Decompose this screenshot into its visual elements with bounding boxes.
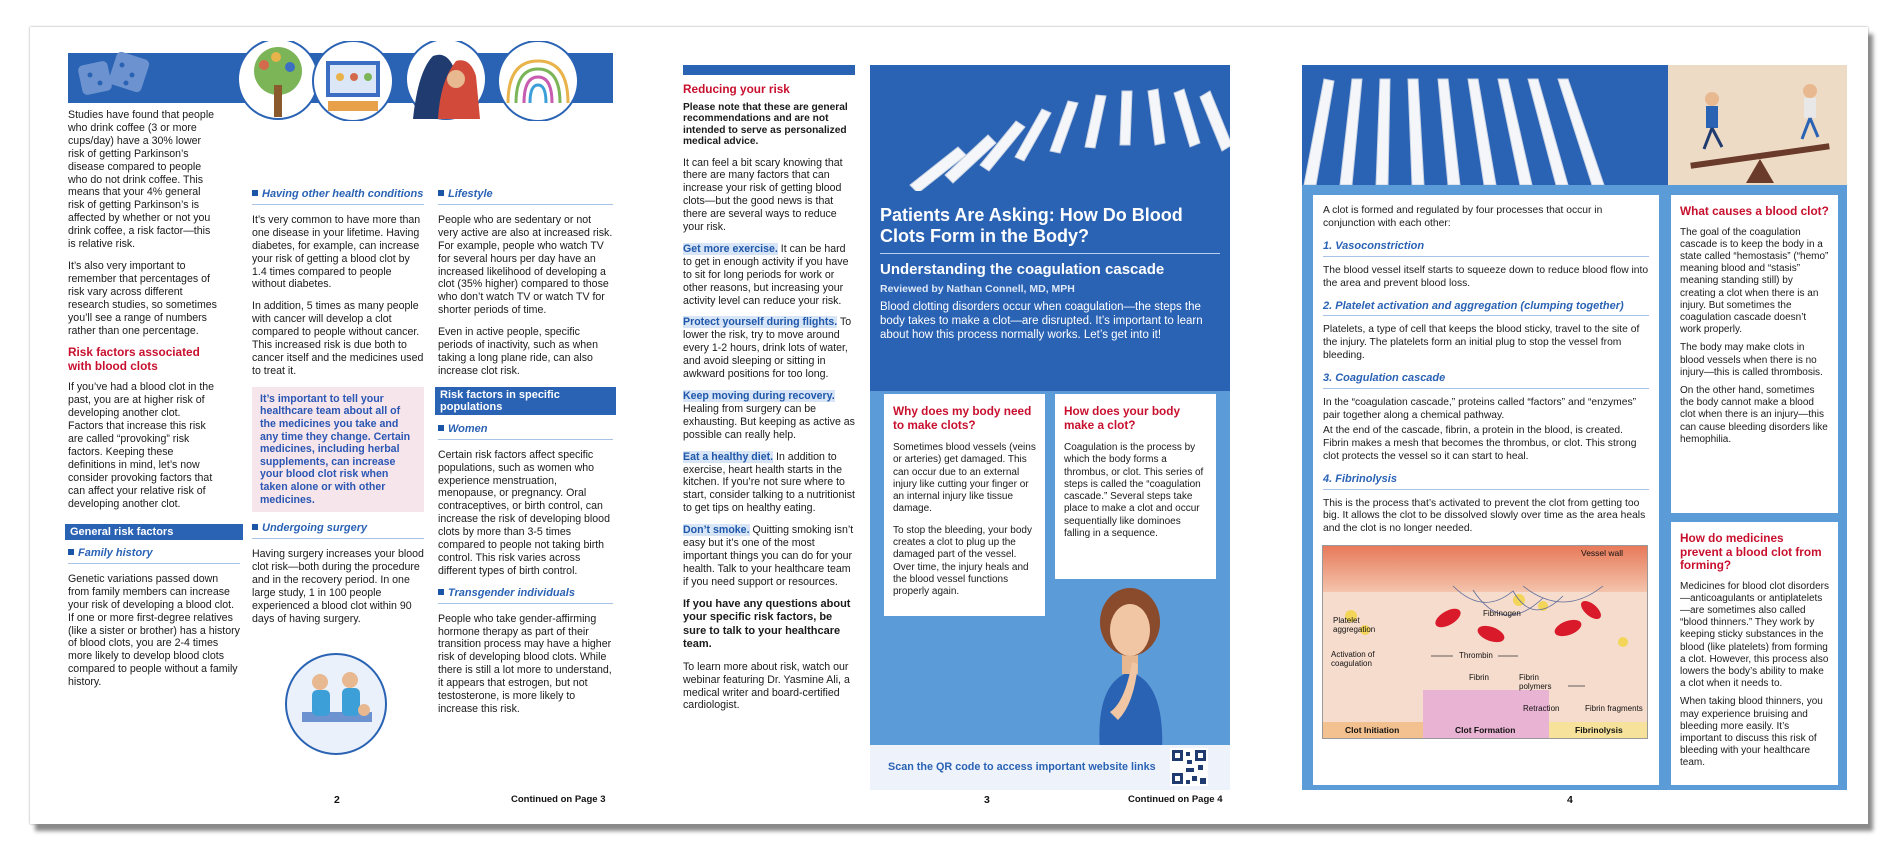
how-clots-heading: How does your body make a clot?	[1064, 404, 1181, 432]
label-vessel-wall: Vessel wall	[1581, 548, 1624, 558]
page-2-banner	[68, 53, 613, 103]
falling-dominoes-banner	[1302, 65, 1668, 185]
family-history-section	[68, 543, 240, 698]
label-thrombin: Thrombin	[1459, 651, 1493, 660]
page-4-number: 4	[1567, 794, 1573, 806]
transgender-heading: Transgender individuals	[438, 587, 613, 604]
label-platelet: Platelet aggregation	[1333, 616, 1376, 634]
family-history-heading: Family history	[68, 547, 240, 564]
brochure-spread	[30, 27, 1868, 824]
stage-clot-initiation: Clot Initiation	[1345, 725, 1400, 735]
step-4-text: This is the process that’s activated to prevent the clot from getting too big. It allows the clot to be dissolved slowly over time as the area heals and the clot is no longer needed.	[1323, 497, 1646, 535]
surgery-paragraph: Having surgery increases your blood clot risk—both during the procedure and in the recovery period. In one large study, 1 in 100 people experienced a blood clot within 90 days of having surgery.	[252, 548, 424, 625]
medicines-box	[1671, 522, 1838, 785]
reviewer-line: Reviewed by Nathan Connell, MD, MPH	[880, 283, 1075, 295]
risk-factors-paragraph: If you’ve had a blood clot in the past, you are at higher risk of developing another clot. Factors that increase this risk are called “provoking” risk factors. Keeping these definitions in mind, let’s now consider provoking factors that can affect your relative risk of developing another clot.	[68, 381, 215, 510]
tip-recovery: Keep moving during recovery. Healing from surgery can be exhausting. But keeping as active as possible can really help.	[683, 390, 855, 441]
tip-flights: Protect yourself during flights. To lower the risk, try to move around every 1-2 hours, drink lots of water, and avoid sleeping or sitting in awkward positions for too long.	[683, 316, 852, 381]
seesaw-illustration	[1668, 65, 1847, 185]
surgery-heading: Undergoing surgery	[252, 522, 424, 539]
title-block	[870, 191, 1230, 391]
lifestyle-paragraph-1: People who are sedentary or not very active are also at increased risk. For example, people who watch TV for several hours per day have an increased likelihood of developing a clot (35% higher) compared to those who don’t watch TV or watch TV for shorter periods of time.	[438, 213, 613, 317]
intro-paragraph-2: It’s also very important to remember that percentages of risk vary across different research studies, so sometimes you’ll see a range of numbers rather than one percentage.	[68, 259, 217, 337]
why-clots-paragraph-2: To stop the bleeding, your body creates a clot to plug up the damaged part of the vessel. Over time, the injury heals and the blood vessel functions properly again.	[893, 524, 1032, 598]
tip-smoking: Don’t smoke. Quitting smoking isn’t easy but it’s one of the most important things you can do for your health. Talk to your healthcare team if you need support or resources.	[683, 524, 854, 588]
seesaw-icon	[1668, 65, 1847, 185]
label-fragments: Fibrin fragments	[1585, 704, 1643, 713]
page-3-top-bar	[683, 65, 855, 75]
specific-populations-bar: Risk factors in specific populations	[435, 387, 616, 415]
medicines-paragraph-2: When taking blood thinners, you may experience bruising and bleeding more easily. It’s important to discuss this risk of bleeding with your healthcare team.	[1680, 696, 1823, 769]
other-conditions-paragraph-1: It’s very common to have more than one disease in your lifetime. Having diabetes, for example, can increase your risk of getting a blood clot by 1.4 times compared to people without diabetes.	[252, 213, 421, 291]
page-2-col-3	[438, 184, 613, 725]
step-4-heading: 4. Fibrinolysis	[1323, 473, 1649, 490]
label-fibrinogen: Fibrinogen	[1483, 609, 1521, 618]
why-clots-box	[884, 394, 1045, 616]
lifestyle-heading: Lifestyle	[438, 188, 613, 205]
medicines-callout: It’s important to tell your healthcare team about all of the medicines you take and any time they change. Certain medicines, including herbal supplements, can increase your blood clot risk when taken alone or with other medicines.	[252, 387, 424, 512]
page-3-continued: Continued on Page 4	[1128, 794, 1223, 805]
page-2-number: 2	[334, 794, 340, 806]
label-polymers: Fibrin polymers	[1519, 673, 1552, 691]
questions-paragraph: If you have any questions about your specific risk factors, be sure to talk to your healthcare team.	[683, 597, 851, 651]
family-history-paragraph: Genetic variations passed down from family members can increase your risk of developing a blood clot. If one or more first-degree relatives (like a sister or brother) has a history of blood clots, you are 2-4 times more likely to develop blood clots compared to people without a family history.	[68, 572, 240, 689]
coagulation-diagram	[1322, 545, 1648, 739]
step-1-text: The blood vessel itself starts to squeeze down to reduce blood flow into the area and prevent blood loss.	[1323, 264, 1649, 289]
page-2-col-2	[252, 184, 424, 634]
stage-clot-formation: Clot Formation	[1455, 725, 1516, 735]
medicines-heading: How do medicines prevent a blood clot from forming?	[1680, 531, 1822, 572]
causes-heading: What causes a blood clot?	[1680, 204, 1829, 218]
reducing-risk-heading: Reducing your risk	[683, 82, 790, 96]
women-paragraph: Certain risk factors affect specific populations, such as women who experience menstruation, menopause, or pregnancy. Oral contraceptives, or birth control, can increase the risk of developing blood clots by more than 3-5 times compared to people not taking birth control. This risk varies across different types of birth control.	[438, 448, 610, 577]
label-fibrin: Fibrin	[1469, 673, 1490, 682]
tip-diet: Eat a healthy diet. In addition to exercise, heart health starts in the kitchen. If you’re not sure where to start, consider talking to a nutritionist to get tips on healthy eating.	[683, 450, 855, 515]
stage-fibrinolysis: Fibrinolysis	[1575, 725, 1623, 735]
thinking-woman-icon	[1070, 552, 1190, 752]
lifestyle-paragraph-2: Even in active people, specific periods of inactivity, such as when taking a long plane ride, can also increase clot risk.	[438, 326, 598, 377]
dominoes-banner	[870, 65, 1230, 191]
causes-paragraph-3: On the other hand, sometimes the body cannot make a blood clot when there is an injury—this can cause bleeding disorders like hemophilia.	[1680, 384, 1828, 445]
causes-box	[1671, 195, 1838, 513]
why-clots-paragraph-1: Sometimes blood vessels (veins or arteries) get damaged. This can occur due to an external injury like cutting your finger or an internal injury like tissue damage.	[893, 442, 1036, 515]
risk-factors-heading: Risk factors associated with blood clots	[68, 345, 200, 373]
page-2-col-1	[68, 109, 218, 519]
falling-dominoes-icon	[1302, 65, 1668, 185]
article-title: Patients Are Asking: How Do Blood Clots Form in the Body?	[880, 205, 1220, 254]
causes-paragraph-2: The body may make clots in blood vessels when there is no injury—this is called thrombosis.	[1680, 342, 1823, 378]
tip-exercise: Get more exercise. It can be hard to get in enough activity if you have to sit for long periods for work or other reasons, but increasing your activity level can reduce your risk.	[683, 242, 849, 307]
other-conditions-paragraph-2: In addition, 5 times as many people with cancer will develop a clot compared to people without cancer. This increased risk is due both to cancer itself and the medicines used to treat it.	[252, 300, 424, 377]
qr-text: Scan the QR code to access important website links	[888, 761, 1156, 773]
webinar-paragraph: To learn more about risk, watch our webinar featuring Dr. Yasmine Ali, a medical writer and board-certified cardiologist.	[683, 660, 850, 712]
surgery-illustration-icon	[284, 652, 388, 756]
processes-intro: A clot is formed and regulated by four processes that occur in conjunction with each other:	[1323, 205, 1603, 229]
article-intro: Blood clotting disorders occur when coagulation—the steps the body takes to make a clot—are disrupted. It’s important to learn about how this process normally works. Let’s get into it!	[880, 301, 1203, 341]
qr-code-icon[interactable]	[1170, 748, 1208, 786]
intro-paragraph-1: Studies have found that people who drink coffee (3 or more cups/day) have a 30% lower risk of getting Parkinson’s disease compared to people who do not drink coffee. This means that your 4% general risk of getting Parkinson’s is affected by whether or not you drink coffee, a risk factor—this is relative risk.	[68, 109, 215, 251]
label-activation: Activation of coagulation	[1331, 650, 1375, 668]
causes-paragraph-1: The goal of the coagulation cascade is to keep the body in a state called “hemostasis” (“hemo” meaning blood and “stasis” meaning standing still) by creating a clot when there is an injury. But sometimes the coagulation cascade doesn’t work properly.	[1680, 226, 1829, 336]
step-3-text: In the “coagulation cascade,” proteins called “factors” and “enzymes” pair together along a chemical pathway.	[1323, 397, 1637, 421]
step-3-heading: 3. Coagulation cascade	[1323, 372, 1649, 389]
women-heading: Women	[438, 423, 613, 440]
label-retraction: Retraction	[1523, 704, 1560, 713]
how-clots-paragraph: Coagulation is the process by which the body forms a thrombus, or clot. This series of steps is called the “coagulation cascade.” Several steps take place to make a clot and occur sequentially like dominoes falling in a sequence.	[1064, 442, 1204, 540]
step-1-heading: 1. Vasoconstriction	[1323, 240, 1649, 257]
page-2-continued: Continued on Page 3	[511, 794, 606, 805]
reducing-risk-note: Please note that these are general recommendations and are not intended to serve as personalized medical advice.	[683, 101, 848, 147]
page-3-col-1	[683, 83, 855, 721]
page-3-number: 3	[984, 794, 990, 806]
general-risk-factors-bar: General risk factors	[65, 524, 243, 540]
step-2-heading: 2. Platelet activation and aggregation (clumping together)	[1323, 300, 1649, 317]
dominoes-icon	[870, 65, 1230, 191]
step-2-text: Platelets, a type of cell that keeps the blood sticky, travel to the site of the injury. The platelets form an initial plug to stop the vessel from bleeding.	[1323, 324, 1640, 362]
transgender-paragraph: People who take gender-affirming hormone therapy as part of their transition process may have a higher risk of developing blood clots. While there is still a lot more to understand, it appears that estrogen, but not testosterone, is more likely to increase this risk.	[438, 612, 612, 715]
reducing-risk-paragraph: It can feel a bit scary knowing that there are many factors that can increase your risk of getting blood clots—but the good news is that there are several ways to reduce your risk.	[683, 156, 843, 234]
step-3-extra: At the end of the cascade, fibrin, a protein in the blood, is created. Fibrin makes a mesh that becomes the thrombus, or clot. This strong clot protects the vessel so it can start to heal.	[1323, 424, 1637, 462]
why-clots-heading: Why does my body need to make clots?	[893, 404, 1032, 432]
qr-strip	[870, 745, 1230, 790]
article-subtitle: Understanding the coagulation cascade	[880, 261, 1165, 278]
medicines-paragraph-1: Medicines for blood clot disorders—anticoagulants or antiplatelets—are sometimes also called “blood thinners.” They work by keeping sticky substances in the blood (like platelets) from forming a clot. However, this process also lowers the body’s ability to make a clot when it needs to.	[1680, 580, 1829, 690]
other-conditions-heading: Having other health conditions	[252, 188, 424, 205]
